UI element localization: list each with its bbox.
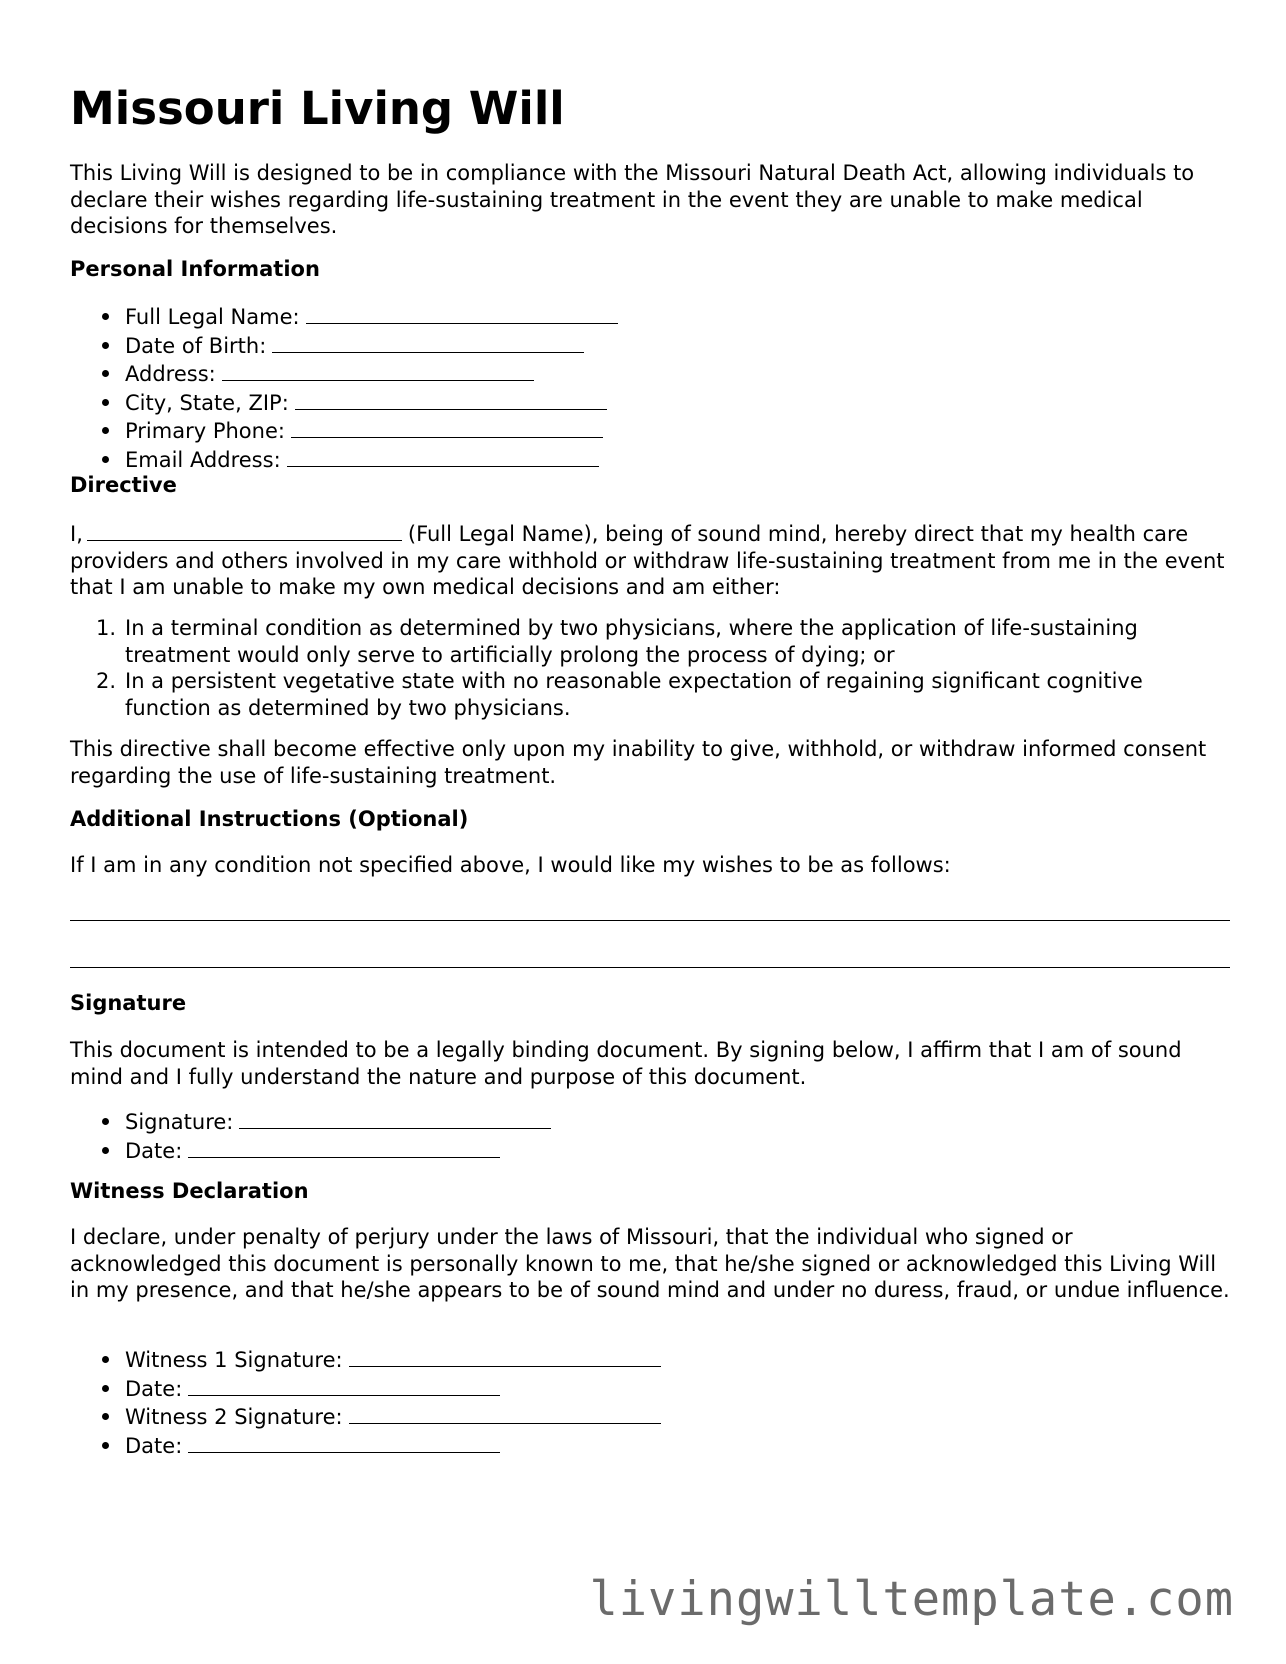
directive-paragraph: I, (Full Legal Name), being of sound mind, hereby direct that my health care providers and others involved in my care withhold or withdraw life-sustaining treatment from me in the event that I am unable to make my own medical decisions and am either: — [70, 519, 1230, 601]
blank-line[interactable] — [295, 388, 607, 410]
field-witness-1-date: Date: — [70, 1374, 661, 1403]
field-address: Address: — [70, 359, 618, 388]
field-city-state-zip: City, State, ZIP: — [70, 388, 618, 417]
signature-list — [70, 1107, 551, 1164]
blank-line[interactable] — [349, 1402, 661, 1424]
blank-line[interactable] — [188, 1136, 500, 1158]
intro-paragraph: This Living Will is designed to be in compliance with the Missouri Natural Death Act, allowing individuals to declare their wishes regarding life-sustaining treatment in the event they are unable to make medical decisions for themselves. — [70, 161, 1195, 238]
additional-instructions-text: If I am in any condition not specified above, I would like my wishes to be as follows: — [70, 853, 951, 877]
witness-heading: Witness Declaration — [70, 1179, 309, 1203]
blank-line[interactable] — [287, 445, 599, 467]
list-item: 1. In a terminal condition as determined by two physicians, where the application of life-sustaining treatment would only serve to artificially prolong the process of dying; or — [96, 616, 1138, 667]
field-signature: Signature: — [70, 1107, 551, 1136]
blank-line[interactable] — [70, 920, 1230, 921]
signature-text: This document is intended to be a legally binding document. By signing below, I affirm that I am of sound mind and I fully understand the nature and purpose of this document. — [70, 1038, 1182, 1089]
blank-line[interactable] — [239, 1107, 551, 1129]
field-witness-2-date: Date: — [70, 1431, 661, 1460]
blank-line[interactable] — [188, 1431, 500, 1453]
directive-heading: Directive — [70, 473, 177, 497]
blank-line[interactable] — [87, 519, 402, 541]
blank-line[interactable] — [306, 302, 618, 324]
field-witness-1-signature: Witness 1 Signature: — [70, 1345, 661, 1374]
blank-line[interactable] — [272, 331, 584, 353]
blank-line[interactable] — [349, 1345, 661, 1367]
field-date: Date: — [70, 1136, 551, 1165]
list-item: 2. In a persistent vegetative state with no reasonable expectation of regaining significant cognitive function as determined by two physicians. — [96, 669, 1143, 720]
additional-instructions-heading: Additional Instructions (Optional) — [70, 807, 469, 831]
directive-closing: This directive shall become effective only upon my inability to give, withhold, or withdraw informed consent regarding the use of life-sustaining treatment. — [70, 737, 1207, 788]
blank-line[interactable] — [188, 1374, 500, 1396]
blank-line[interactable] — [291, 416, 603, 438]
field-primary-phone: Primary Phone: — [70, 416, 618, 445]
directive-conditions-list — [70, 615, 1230, 721]
witness-list — [70, 1345, 661, 1459]
field-email-address: Email Address: — [70, 445, 618, 474]
blank-line[interactable] — [222, 359, 534, 381]
witness-text: I declare, under penalty of perjury under the laws of Missouri, that the individual who signed or acknowledged this document is personally known to me, that he/she signed or acknowledged this Living Will in my presence, and that he/she appears to be of sound mind and under no duress, fraud, or undue influence. — [70, 1225, 1230, 1302]
field-witness-2-signature: Witness 2 Signature: — [70, 1402, 661, 1431]
personal-info-heading: Personal Information — [70, 257, 320, 281]
watermark-text: livingwilltemplate.com — [589, 1572, 1234, 1627]
field-full-legal-name: Full Legal Name: — [70, 302, 618, 331]
field-date-of-birth: Date of Birth: — [70, 331, 618, 360]
page-title: Missouri Living Will — [70, 82, 565, 135]
personal-info-list — [70, 302, 618, 473]
signature-heading: Signature — [70, 991, 187, 1015]
blank-line[interactable] — [70, 967, 1230, 968]
